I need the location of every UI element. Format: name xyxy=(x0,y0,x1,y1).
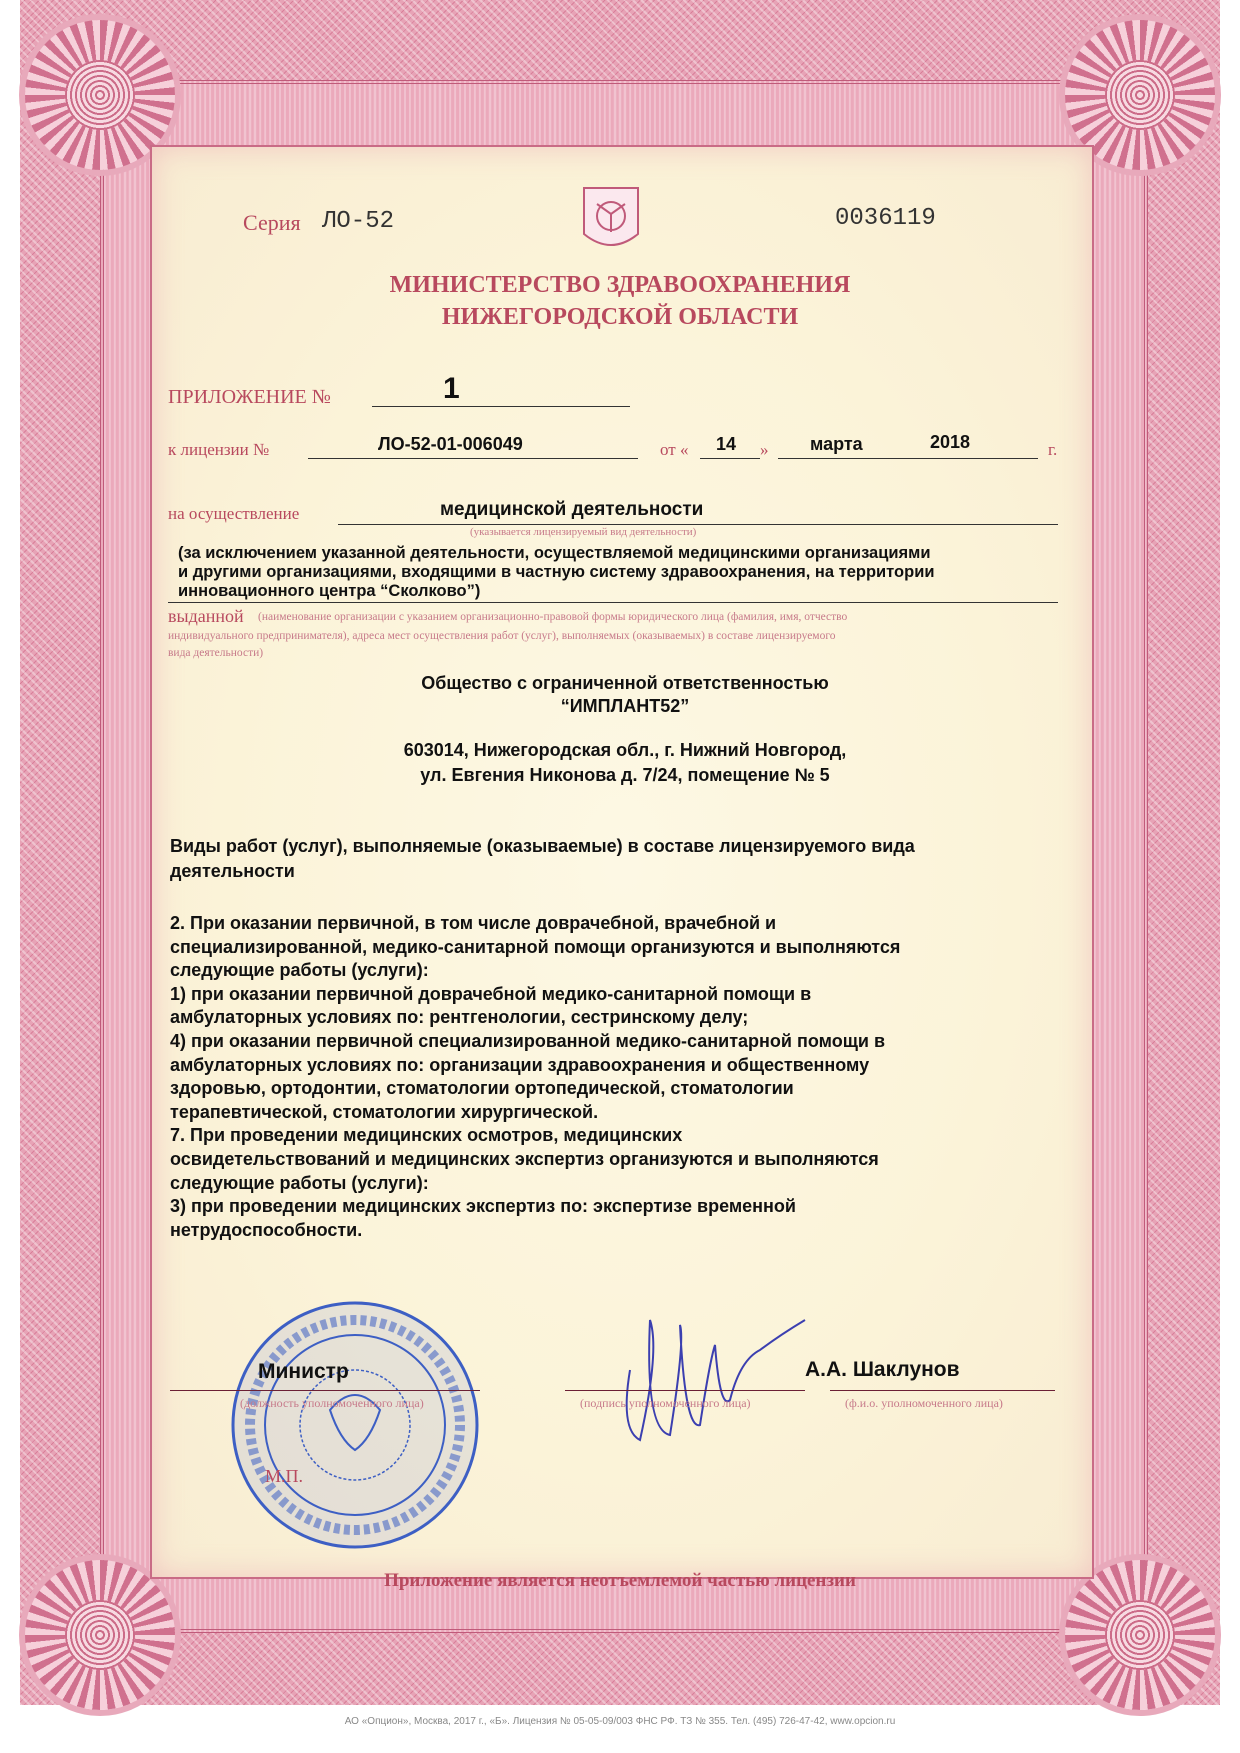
services-title xyxy=(170,834,915,884)
license-year: 2018 xyxy=(930,432,971,452)
activity-note-line: (за исключением указанной деятельности, осуществляемой медицинскими организациями xyxy=(178,544,931,562)
activity-label: на осуществление xyxy=(168,504,300,523)
license-label: к лицензии № xyxy=(168,440,270,459)
services-line: терапевтической, стоматологии хирургической. xyxy=(170,1101,599,1122)
appendix-number: 1 xyxy=(443,372,460,405)
series-value: ЛО-52 xyxy=(322,208,395,235)
services-line: амбулаторных условиях по: рентгенологии, сестринскому делу; xyxy=(170,1007,749,1028)
issued-label: выданной xyxy=(168,606,244,626)
stamp-label: М.П. xyxy=(265,1466,304,1486)
document-number: 0036119 xyxy=(835,205,936,232)
signatory-name: А.А. Шаклунов xyxy=(805,1358,960,1381)
ministry-title-line1: МИНИСТЕРСТВО ЗДРАВООХРАНЕНИЯ xyxy=(389,272,851,298)
issued-hint: (наименование организации с указанием организационно-правовой формы юридического лица (фамилия, имя, отчество xyxy=(258,611,848,623)
services-line: 4) при оказании первичной специализированной медико-санитарной помощи в xyxy=(170,1030,886,1051)
organization-name xyxy=(0,672,1240,718)
services-line: специализированной, медико-санитарной помощи организуются и выполняются xyxy=(170,936,901,957)
services-line: амбулаторных условиях по: организации здравоохранения и общественному xyxy=(170,1054,870,1075)
services-line: следующие работы (услуги): xyxy=(170,1172,429,1193)
services-line: нетрудоспособности. xyxy=(170,1219,363,1240)
activity-note xyxy=(178,544,935,601)
services-list xyxy=(170,912,900,1242)
services-title-line: деятельности xyxy=(170,861,295,881)
name-hint: (ф.и.о. уполномоченного лица) xyxy=(845,1396,1003,1410)
appendix-label: ПРИЛОЖЕНИЕ № xyxy=(168,386,331,408)
activity-note-line: и другими организациями, входящими в частную систему здравоохранения, на территории xyxy=(178,563,935,581)
license-from-label: от « xyxy=(660,440,689,459)
signature-hint: (подпись уполномоченного лица) xyxy=(580,1396,751,1410)
signatory-position: Министр xyxy=(258,1360,349,1383)
services-title-line: Виды работ (услуг), выполняемые (оказываемые) в составе лицензируемого вида xyxy=(170,836,915,856)
license-number: ЛО-52-01-006049 xyxy=(378,434,523,454)
appendix-note: Приложение является неотъемлемой частью лицензии xyxy=(384,1570,856,1591)
services-line: здоровью, ортодонтии, стоматологии ортопедической, стоматологии xyxy=(170,1078,794,1099)
printer-info: АО «Опцион», Москва, 2017 г., «Б». Лицензия № 05-05-09/003 ФНС РФ. ТЗ № 355. Тел. (495) 726-47-42, www.opcion.ru xyxy=(344,1716,896,1727)
organization-address xyxy=(0,738,1240,788)
organization-name-line: “ИМПЛАНТ52” xyxy=(560,696,690,716)
license-month: марта xyxy=(810,434,863,454)
signature xyxy=(590,1290,820,1460)
activity-note-line: инновационного центра “Сколково”) xyxy=(178,582,481,600)
position-hint: (должность уполномоченного лица) xyxy=(240,1396,424,1410)
services-line: 2. При оказании первичной, в том числе доврачебной, врачебной и xyxy=(170,913,777,933)
issued-hint: индивидуального предпринимателя), адреса мест осуществления работ (услуг), выполняемых (оказываемых) в составе лицензируемого xyxy=(168,630,836,642)
services-line: 1) при оказании первичной доврачебной медико-санитарной помощи в xyxy=(170,983,812,1004)
license-year-suffix: г. xyxy=(1048,440,1058,459)
services-line: освидетельствований и медицинских экспертиз организуются и выполняются xyxy=(170,1148,879,1169)
issued-hint: вида деятельности) xyxy=(168,647,264,659)
official-stamp xyxy=(225,1295,485,1555)
coat-of-arms-icon xyxy=(580,184,642,256)
services-line: 7. При проведении медицинских осмотров, медицинских xyxy=(170,1125,683,1146)
license-day-close: » xyxy=(760,440,769,459)
services-line: следующие работы (услуги): xyxy=(170,960,429,981)
services-line: 3) при проведении медицинских экспертиз по: экспертизе временной xyxy=(170,1196,796,1217)
license-day: 14 xyxy=(716,434,737,454)
organization-address-line: 603014, Нижегородская обл., г. Нижний Новгород, xyxy=(403,740,847,760)
activity-hint: (указывается лицензируемый вид деятельности) xyxy=(470,526,697,538)
organization-address-line: ул. Евгения Никонова д. 7/24, помещение № 5 xyxy=(420,765,830,785)
ministry-title-line2: НИЖЕГОРОДСКОЙ ОБЛАСТИ xyxy=(441,304,799,330)
activity-value: медицинской деятельности xyxy=(440,499,704,520)
series-label: Серия xyxy=(243,210,301,235)
organization-name-line: Общество с ограниченной ответственностью xyxy=(421,673,829,693)
